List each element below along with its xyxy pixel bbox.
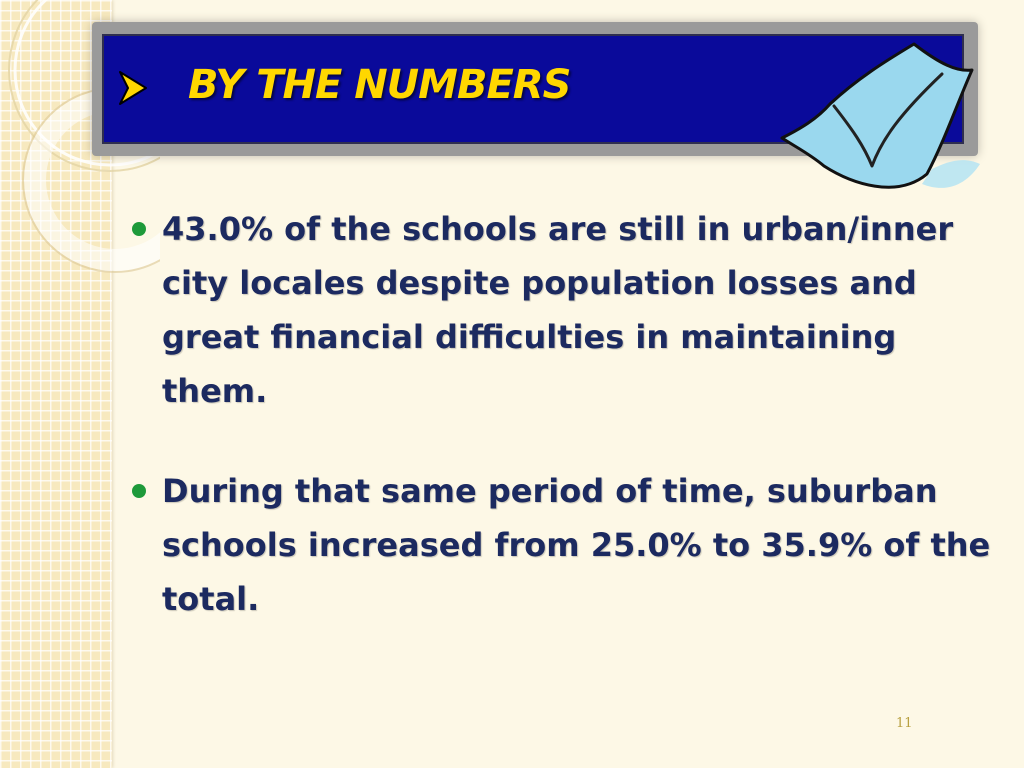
bullet-text: 43.0% of the schools are still in urban/inner city locales despite population losses and great financial difficulties in maintaining them. bbox=[162, 210, 954, 410]
bullet-text: During that same period of time, suburban schools increased from 25.0% to 35.9% of the total. bbox=[162, 472, 991, 618]
bullet-dot-icon bbox=[132, 222, 146, 236]
arrow-bullet-icon bbox=[118, 70, 148, 106]
bullet-item bbox=[132, 464, 1002, 626]
bullet-item bbox=[132, 202, 1002, 418]
bullet-list bbox=[132, 202, 1002, 672]
checkmark-note-icon bbox=[772, 34, 982, 210]
bullet-dot-icon bbox=[132, 484, 146, 498]
slide-title: BY THE NUMBERS bbox=[188, 62, 571, 108]
page-number: 11 bbox=[896, 716, 913, 731]
